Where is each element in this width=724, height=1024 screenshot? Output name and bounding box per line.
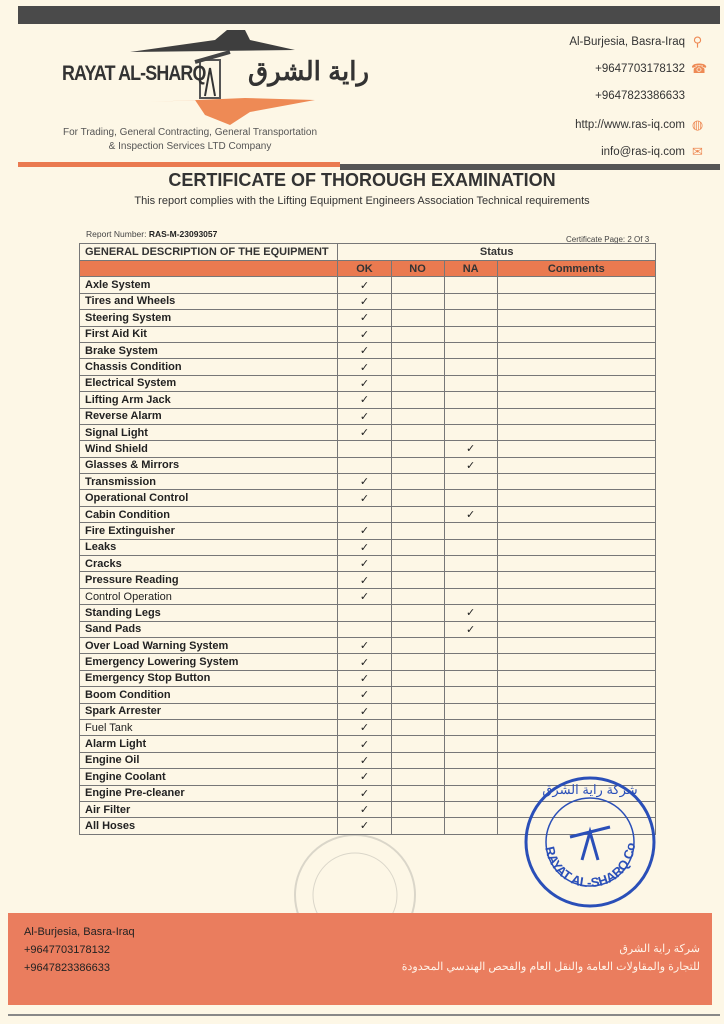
comments-cell bbox=[497, 556, 655, 572]
status-no-cell bbox=[391, 326, 444, 342]
item-name: Tires and Wheels bbox=[80, 293, 338, 309]
status-ok-cell bbox=[338, 572, 391, 588]
status-na-cell bbox=[444, 474, 497, 490]
comments-cell bbox=[497, 326, 655, 342]
status-no-cell bbox=[391, 654, 444, 670]
item-name: Wind Shield bbox=[80, 441, 338, 457]
status-no-cell bbox=[391, 506, 444, 522]
status-ok-cell bbox=[338, 392, 391, 408]
item-name: Reverse Alarm bbox=[80, 408, 338, 424]
check-icon: ✓ bbox=[359, 492, 370, 505]
item-name: Electrical System bbox=[80, 375, 338, 391]
status-ok-cell bbox=[338, 375, 391, 391]
comments-cell bbox=[497, 605, 655, 621]
status-na-cell bbox=[444, 539, 497, 555]
status-no-cell bbox=[391, 785, 444, 801]
item-name: Fuel Tank bbox=[80, 719, 338, 735]
report-number bbox=[86, 229, 217, 239]
check-icon: ✓ bbox=[359, 328, 370, 341]
status-no-cell bbox=[391, 752, 444, 768]
check-icon: ✓ bbox=[359, 361, 370, 374]
status-ok-cell bbox=[338, 474, 391, 490]
col-ok: OK bbox=[338, 261, 391, 277]
status-na-cell bbox=[444, 687, 497, 703]
comments-cell bbox=[497, 408, 655, 424]
item-name: Engine Coolant bbox=[80, 769, 338, 785]
top-bar bbox=[18, 6, 720, 24]
comments-cell bbox=[497, 539, 655, 555]
check-icon: ✓ bbox=[359, 541, 370, 554]
contact-text: +9647823386633 bbox=[595, 90, 685, 102]
logo-text-en: RAYAT AL-SHARQ bbox=[62, 62, 206, 85]
col-comments: Comments bbox=[497, 261, 655, 277]
footer-address: Al-Burjesia, Basra-Iraq bbox=[24, 926, 135, 938]
item-name: Over Load Warning System bbox=[80, 637, 338, 653]
item-name: Axle System bbox=[80, 277, 338, 293]
table-row bbox=[80, 736, 656, 752]
status-no-cell bbox=[391, 277, 444, 293]
comments-cell bbox=[497, 703, 655, 719]
footer-arabic bbox=[402, 940, 700, 976]
status-ok-cell bbox=[338, 588, 391, 604]
check-icon: ✓ bbox=[466, 443, 476, 456]
footer-arabic-desc: للتجارة والمقاولات العامة والنقل العام والفحص الهندسي المحدودة bbox=[401, 961, 700, 973]
comments-cell bbox=[497, 736, 655, 752]
check-icon: ✓ bbox=[359, 804, 370, 817]
table-row bbox=[80, 457, 656, 473]
item-name: Fire Extinguisher bbox=[80, 523, 338, 539]
status-no-cell bbox=[391, 703, 444, 719]
item-name: Pressure Reading bbox=[80, 572, 338, 588]
status-na-cell bbox=[444, 408, 497, 424]
status-na-cell bbox=[444, 637, 497, 653]
item-name: Alarm Light bbox=[80, 736, 338, 752]
status-ok-cell bbox=[338, 359, 391, 375]
table-row bbox=[80, 687, 656, 703]
status-na-cell bbox=[444, 736, 497, 752]
certificate-subtitle: This report complies with the Lifting Equipment Engineers Association Technical requirements bbox=[134, 195, 590, 207]
status-no-cell bbox=[391, 539, 444, 555]
status-no-cell bbox=[391, 572, 444, 588]
status-na-cell bbox=[444, 506, 497, 522]
item-name: Lifting Arm Jack bbox=[80, 392, 338, 408]
status-ok-cell bbox=[338, 539, 391, 555]
table-row bbox=[80, 637, 656, 653]
table-row bbox=[80, 342, 656, 358]
check-icon: ✓ bbox=[359, 787, 370, 800]
contact-text: +9647703178132 bbox=[595, 62, 685, 75]
footer-phone: +9647823386633 bbox=[24, 962, 110, 974]
status-no-cell bbox=[391, 670, 444, 686]
status-na-cell bbox=[444, 769, 497, 785]
status-ok-cell bbox=[338, 752, 391, 768]
table-row bbox=[80, 572, 656, 588]
certificate-title: CERTIFICATE OF THOROUGH EXAMINATION bbox=[168, 170, 556, 190]
status-no-cell bbox=[391, 408, 444, 424]
status-na-cell bbox=[444, 310, 497, 326]
status-no-cell bbox=[391, 457, 444, 473]
comments-cell bbox=[497, 424, 655, 440]
comments-cell bbox=[497, 572, 655, 588]
status-na-cell bbox=[444, 605, 497, 621]
contact-phone-1 bbox=[595, 61, 708, 76]
desc-header: GENERAL DESCRIPTION OF THE EQUIPMENT bbox=[80, 244, 338, 261]
status-no-cell bbox=[391, 392, 444, 408]
comments-cell bbox=[497, 588, 655, 604]
status-no-cell bbox=[391, 441, 444, 457]
status-ok-cell bbox=[338, 457, 391, 473]
status-no-cell bbox=[391, 342, 444, 358]
status-ok-cell bbox=[338, 490, 391, 506]
table-row bbox=[80, 375, 656, 391]
item-name: Spark Arrester bbox=[80, 703, 338, 719]
bottom-line bbox=[8, 1014, 720, 1016]
table-row bbox=[80, 539, 656, 555]
status-ok-cell bbox=[338, 408, 391, 424]
comments-cell bbox=[497, 310, 655, 326]
item-name: Glasses & Mirrors bbox=[80, 457, 338, 473]
stamp-text: RAYAT AL-SHARQ Co bbox=[542, 841, 639, 891]
table-row bbox=[80, 752, 656, 768]
item-name: Sand Pads bbox=[80, 621, 338, 637]
item-name: Emergency Lowering System bbox=[80, 654, 338, 670]
status-na-cell bbox=[444, 785, 497, 801]
item-name: Leaks bbox=[80, 539, 338, 555]
check-icon: ✓ bbox=[359, 672, 370, 685]
check-icon: ✓ bbox=[359, 640, 370, 653]
item-name: First Aid Kit bbox=[80, 326, 338, 342]
item-name: All Hoses bbox=[80, 818, 338, 834]
table-row bbox=[80, 670, 656, 686]
status-no-cell bbox=[391, 523, 444, 539]
company-stamp bbox=[520, 772, 660, 912]
comments-cell bbox=[497, 293, 655, 309]
comments-cell bbox=[497, 457, 655, 473]
blank-header bbox=[80, 261, 338, 277]
check-icon: ✓ bbox=[359, 738, 370, 751]
status-ok-cell bbox=[338, 605, 391, 621]
status-no-cell bbox=[391, 605, 444, 621]
status-na-cell bbox=[444, 703, 497, 719]
check-icon: ✓ bbox=[359, 689, 370, 702]
status-ok-cell bbox=[338, 621, 391, 637]
status-ok-cell bbox=[338, 801, 391, 817]
status-ok-cell bbox=[338, 736, 391, 752]
check-icon: ✓ bbox=[466, 459, 476, 472]
comments-cell bbox=[497, 637, 655, 653]
status-na-cell bbox=[444, 490, 497, 506]
item-name: Boom Condition bbox=[80, 687, 338, 703]
item-name: Signal Light bbox=[80, 424, 338, 440]
contact-phone-2 bbox=[595, 90, 685, 102]
table-row bbox=[80, 506, 656, 522]
status-na-cell bbox=[444, 523, 497, 539]
check-icon: ✓ bbox=[359, 427, 370, 440]
status-ok-cell bbox=[338, 310, 391, 326]
item-name: Brake System bbox=[80, 342, 338, 358]
status-na-cell bbox=[444, 359, 497, 375]
tagline-line: For Trading, General Contracting, General Transportation bbox=[62, 127, 318, 138]
status-no-cell bbox=[391, 424, 444, 440]
status-no-cell bbox=[391, 490, 444, 506]
status-ok-cell bbox=[338, 277, 391, 293]
item-name: Engine Oil bbox=[80, 752, 338, 768]
status-na-cell bbox=[444, 441, 497, 457]
status-na-cell bbox=[444, 277, 497, 293]
footer-band bbox=[8, 913, 712, 1005]
status-no-cell bbox=[391, 588, 444, 604]
divider-orange bbox=[18, 162, 340, 167]
table-row bbox=[80, 326, 656, 342]
comments-cell bbox=[497, 687, 655, 703]
table-row bbox=[80, 654, 656, 670]
table-row bbox=[80, 424, 656, 440]
comments-cell bbox=[497, 621, 655, 637]
table-row bbox=[80, 621, 656, 637]
check-icon: ✓ bbox=[359, 394, 370, 407]
inspection-table bbox=[79, 243, 656, 835]
check-icon: ✓ bbox=[466, 509, 476, 522]
status-ok-cell bbox=[338, 506, 391, 522]
status-na-cell bbox=[444, 342, 497, 358]
status-na-cell bbox=[444, 375, 497, 391]
table-row bbox=[80, 490, 656, 506]
check-icon: ✓ bbox=[359, 279, 370, 292]
status-ok-cell bbox=[338, 687, 391, 703]
status-no-cell bbox=[391, 293, 444, 309]
comments-cell bbox=[497, 670, 655, 686]
status-na-cell bbox=[444, 572, 497, 588]
check-icon: ✓ bbox=[359, 722, 370, 735]
contact-website bbox=[575, 118, 704, 131]
table-row bbox=[80, 277, 656, 293]
tagline bbox=[40, 126, 340, 154]
status-ok-cell bbox=[338, 637, 391, 653]
globe-icon: ◍ bbox=[691, 117, 704, 132]
check-icon: ✓ bbox=[359, 820, 370, 833]
status-ok-cell bbox=[338, 785, 391, 801]
contact-address bbox=[569, 35, 704, 48]
item-name: Emergency Stop Button bbox=[80, 670, 338, 686]
check-icon: ✓ bbox=[359, 476, 370, 489]
envelope-icon: ✉ bbox=[692, 144, 703, 159]
comments-cell bbox=[497, 441, 655, 457]
check-icon: ✓ bbox=[359, 574, 370, 587]
check-icon: ✓ bbox=[359, 312, 370, 325]
status-ok-cell bbox=[338, 326, 391, 342]
check-icon: ✓ bbox=[359, 525, 370, 538]
status-na-cell bbox=[444, 670, 497, 686]
item-name: Control Operation bbox=[80, 588, 338, 604]
status-na-cell bbox=[444, 293, 497, 309]
comments-cell bbox=[497, 342, 655, 358]
comments-cell bbox=[497, 752, 655, 768]
check-icon: ✓ bbox=[466, 623, 476, 636]
status-na-cell bbox=[444, 621, 497, 637]
status-na-cell bbox=[444, 588, 497, 604]
status-no-cell bbox=[391, 359, 444, 375]
contact-email bbox=[601, 145, 704, 158]
check-icon: ✓ bbox=[359, 656, 370, 669]
comments-cell bbox=[497, 359, 655, 375]
footer-contact bbox=[24, 923, 135, 977]
table-row bbox=[80, 293, 656, 309]
check-icon: ✓ bbox=[359, 754, 370, 767]
check-icon: ✓ bbox=[359, 410, 370, 423]
status-no-cell bbox=[391, 719, 444, 735]
item-name: Operational Control bbox=[80, 490, 338, 506]
status-na-cell bbox=[444, 424, 497, 440]
item-name: Steering System bbox=[80, 310, 338, 326]
comments-cell bbox=[497, 654, 655, 670]
comments-cell bbox=[497, 490, 655, 506]
status-na-cell bbox=[444, 392, 497, 408]
comments-cell bbox=[497, 523, 655, 539]
table-row bbox=[80, 556, 656, 572]
item-name: Engine Pre-cleaner bbox=[80, 785, 338, 801]
table-row bbox=[80, 392, 656, 408]
check-icon: ✓ bbox=[359, 705, 370, 718]
status-no-cell bbox=[391, 375, 444, 391]
check-icon: ✓ bbox=[359, 558, 370, 571]
status-no-cell bbox=[391, 310, 444, 326]
phone-icon: ☎ bbox=[691, 61, 708, 76]
status-ok-cell bbox=[338, 719, 391, 735]
stamp-arabic: شركة راية الشرق bbox=[542, 782, 638, 797]
status-ok-cell bbox=[338, 342, 391, 358]
tagline-line: & Inspection Services LTD Company bbox=[108, 141, 272, 152]
status-na-cell bbox=[444, 752, 497, 768]
comments-cell bbox=[497, 506, 655, 522]
status-no-cell bbox=[391, 769, 444, 785]
footer-phone: +9647703178132 bbox=[24, 944, 110, 956]
status-ok-cell bbox=[338, 424, 391, 440]
check-icon: ✓ bbox=[466, 607, 476, 620]
status-na-cell bbox=[444, 801, 497, 817]
item-name: Cracks bbox=[80, 556, 338, 572]
report-number-value: RAS-M-23093057 bbox=[148, 229, 218, 239]
comments-cell bbox=[497, 474, 655, 490]
status-na-cell bbox=[444, 457, 497, 473]
status-na-cell bbox=[444, 556, 497, 572]
status-ok-cell bbox=[338, 670, 391, 686]
item-name: Air Filter bbox=[80, 801, 338, 817]
table-row bbox=[80, 359, 656, 375]
item-name: Standing Legs bbox=[80, 605, 338, 621]
contact-text: info@ras-iq.com bbox=[601, 145, 685, 158]
table-row bbox=[80, 441, 656, 457]
contact-text: http://www.ras-iq.com bbox=[575, 118, 685, 131]
item-name: Cabin Condition bbox=[80, 506, 338, 522]
status-no-cell bbox=[391, 637, 444, 653]
status-na-cell bbox=[444, 326, 497, 342]
check-icon: ✓ bbox=[359, 295, 370, 308]
table-row bbox=[80, 408, 656, 424]
logo-text-ar: راية الشرق bbox=[248, 56, 370, 86]
status-no-cell bbox=[391, 621, 444, 637]
comments-cell bbox=[497, 719, 655, 735]
status-ok-cell bbox=[338, 703, 391, 719]
status-na-cell bbox=[444, 719, 497, 735]
status-no-cell bbox=[391, 801, 444, 817]
check-icon: ✓ bbox=[359, 345, 370, 358]
status-header: Status bbox=[338, 244, 656, 261]
check-icon: ✓ bbox=[359, 377, 370, 390]
certificate-page: Certificate Page: 2 Of 3 bbox=[566, 235, 650, 244]
status-no-cell bbox=[391, 736, 444, 752]
table-row bbox=[80, 719, 656, 735]
check-icon: ✓ bbox=[359, 771, 370, 784]
item-name: Chassis Condition bbox=[80, 359, 338, 375]
table-row bbox=[80, 310, 656, 326]
status-ok-cell bbox=[338, 654, 391, 670]
col-no: NO bbox=[391, 261, 444, 277]
item-name: Transmission bbox=[80, 474, 338, 490]
contact-text: Al-Burjesia, Basra-Iraq bbox=[569, 35, 685, 48]
footer-arabic-name: شركة راية الشرق bbox=[619, 943, 700, 955]
check-icon: ✓ bbox=[359, 591, 370, 603]
report-number-label: Report Number: bbox=[86, 229, 147, 239]
status-ok-cell bbox=[338, 769, 391, 785]
col-na: NA bbox=[444, 261, 497, 277]
status-no-cell bbox=[391, 474, 444, 490]
status-no-cell bbox=[391, 687, 444, 703]
status-ok-cell bbox=[338, 556, 391, 572]
table-row bbox=[80, 474, 656, 490]
status-no-cell bbox=[391, 556, 444, 572]
status-ok-cell bbox=[338, 441, 391, 457]
table-row bbox=[80, 523, 656, 539]
status-na-cell bbox=[444, 654, 497, 670]
status-ok-cell bbox=[338, 293, 391, 309]
status-ok-cell bbox=[338, 523, 391, 539]
table-row bbox=[80, 703, 656, 719]
status-na-cell bbox=[444, 818, 497, 834]
comments-cell bbox=[497, 277, 655, 293]
table-row bbox=[80, 605, 656, 621]
table-row bbox=[80, 588, 656, 604]
location-pin-icon: ⚲ bbox=[692, 34, 703, 49]
comments-cell bbox=[497, 375, 655, 391]
comments-cell bbox=[497, 392, 655, 408]
